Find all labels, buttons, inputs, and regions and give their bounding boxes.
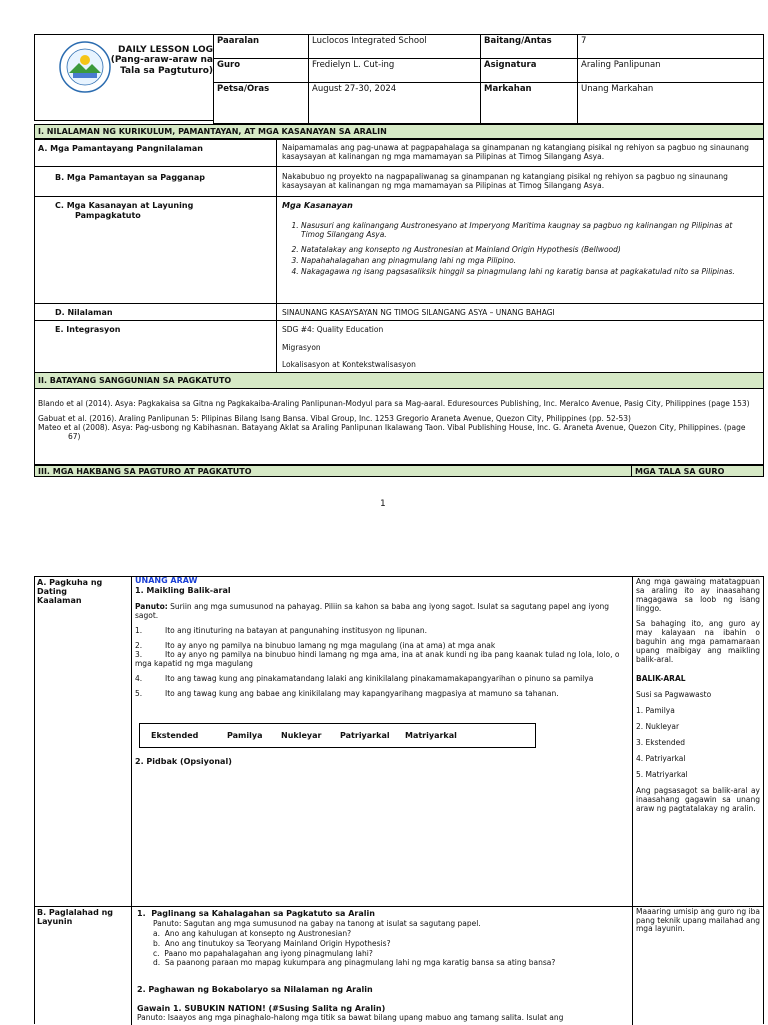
lesson-row-a: A. Pagkuha ng Dating Kaalaman UNANG ARAW 1. Maikling Balik-aral Panuto: Suriin ang mga sumusunod na pahayag. Piliin sa kahon sa baba ang iyong sagot. Isulat sa sagutang papel ang iyong sagot. 1. Ito ang itinuturing na batayan at pangunahing institusyon ng lipunan. 2. Ito ay anyo ng pamilya na binubuo lamang ng mga magulang (ina at ama) at mga anak 3. Ito ay anyo ng pamilya na binubuo hindi lamang ng mga ama, ina at anak kundi ng iba pang kaanak tulad ng lola, lolo, o mga kapatid ng mga magulang 4. Ito ang tawag kung ang pinakamatandang lalaki ang kinikilalang pinakamamakapangyarihan o pinuno sa pamilya 5. Ito ang tawag kung ang babae ang kinikilalang may kapangyarihang magpasiya at mamuno sa tahanan. Ekstended Pamilya Nukleyar Patriyarkal Matriyarkal 2. Pidbak (Opsiyonal) Ang mga gawaing matatagpuan sa araling ito ay inaasahang magagawa sa loob ng isang linggo. Sa bahaging ito, ang guro ay may kalayaan na ibahin o baguhin ang mga pamamaraan upang maibigay ang maikling balik-aral. BALIK-ARAL Susi sa Pagwawasto 1. Pamilya 2. Nukleyar 3. Ekstended 4. Patriyarkal 5. Matriyarkal Ang pagsasagot sa balik-aral ay inaasahang gagawin sa unang araw ng pagtatalakay ng aralin.: [34, 576, 764, 907]
row-b: [34, 166, 764, 197]
row-d-text: SINAUNANG KASAYSAYAN NG TIMOG SILANGANG ASYA – UNANG BAHAGI: [282, 308, 555, 317]
value-guro: Fredielyn L. Cut-ing: [309, 59, 481, 83]
question-item: Ito ang itinuturing na batayan at pangunahing institusyon ng lipunan.: [165, 626, 428, 635]
label-baitang: Baitang/Antas: [481, 35, 578, 59]
row-e-label: E. Integrasyon: [55, 325, 121, 334]
reference-item: Gabuat et al. (2016). Araling Panlipunan 5: Pilipinas Bilang Isang Bansa. Vibal Group, Inc. 1253 Gregorio Araneta Avenue, Quezon City, Philippines (pp. 52-53): [38, 414, 631, 423]
note-text: Ang mga gawaing matatagpuan sa araling ito ay inaasahang magagawa sa loob ng isang linggo.: [636, 577, 760, 613]
header-info-table: [213, 34, 764, 124]
lesson-row-b: B. Paglalahad ng Layunin 1. Paglinang sa Kahalagahan sa Pagkatuto sa Aralin Panuto: Sagutan ang mga sumusunod na gabay na tanong at isulat sa sagutang papel. a. Ano ang kahulugan at konsepto ng Austronesian? b. Ano ang tinutukoy sa Teoryang Mainland Origin Hypothesis? c. Paano mo papahalagahan ang iyong pinagmulang lahi? d. Sa paanong paraan mo mapag kukumpara ang pinagmulang lahi ng mga karatig bansa sa ating bansa? 2. Paghawan ng Bokabolaryo sa Nilalaman ng Aralin Gawain 1. SUBUKIN NATION! (#Susing Salita ng Aralin) Panuto: Isaayos ang mga pinaghalo-halong mga titik sa bawat bilang upang mabuo ang tamang salita. Isulat ang Maaaring umisip ang guro ng iba pang teknik upang mailahad ang mga layunin.: [34, 906, 764, 1024]
row-a2-label-line2: Dating: [37, 587, 68, 597]
row-a2-label-line1: A. Pagkuha ng: [37, 578, 103, 587]
row-c-label-line1: C. Mga Kasanayan at Layuning: [55, 201, 194, 210]
value-markahan: Unang Markahan: [578, 83, 764, 124]
label-petsa: Petsa/Oras: [214, 83, 309, 124]
kasanayan-item: 3. Napahahalagahan ang pinagmulang lahi ng mga Pilipino.: [301, 256, 757, 265]
answer-item: Nukleyar: [645, 722, 680, 731]
integrasyon-item: Lokalisasyon at Kontekstwalisasyon: [282, 360, 416, 369]
pidbak-title: 2. Pidbak (Opsiyonal): [135, 757, 232, 766]
value-baitang: 7: [578, 35, 764, 59]
row-a: [34, 139, 764, 167]
row-a2-label-line3: Kaalaman: [37, 596, 82, 606]
choice-item: Ekstended: [151, 731, 199, 740]
row-c: [34, 196, 764, 304]
note-text: Maaaring umisip ang guro ng iba pang teknik upang mailahad ang mga layunin.: [636, 907, 760, 934]
answer-item: Ekstended: [645, 738, 685, 747]
b1-panuto: Panuto: Sagutan ang mga sumusunod na gabay na tanong at isulat sa sagutang papel.: [153, 919, 481, 928]
integrasyon-item: Migrasyon: [282, 343, 321, 352]
row-c-label-line2: Pampagkatuto: [75, 210, 141, 220]
panuto-label: Panuto:: [135, 602, 168, 611]
kasanayan-item: 1. Nasusuri ang kalinangang Austronesyano at Imperyong Maritima kaugnay sa pagbuo ng kalinangan ng Pilipinas at Timog Silangang Asya.: [301, 221, 757, 239]
row-d-label: D. Nilalaman: [55, 308, 113, 317]
row-b2-label-line1: B. Paglalahad ng: [37, 908, 114, 917]
b2-title: 2. Paghawan ng Bokabolaryo sa Nilalaman ng Aralin: [137, 985, 373, 994]
question-item: Ito ang tawag kung ang pinakamatandang lalaki ang kinikilalang pinakamamakapangyarihan o pinuno sa pamilya: [165, 674, 594, 683]
b1-title: Paglinang sa Kahalagahan sa Pagkatuto sa Aralin: [151, 909, 375, 918]
label-guro: Guro: [214, 59, 309, 83]
unang-araw: UNANG ARAW: [135, 576, 198, 585]
gawain-panuto: Panuto: Isaayos ang mga pinaghalo-halong mga titik sa bawat bilang upang mabuo ang tamang salita. Isulat ang: [137, 1013, 564, 1022]
note-text: Sa bahaging ito, ang guro ay may kalayaan na ibahin o baguhin ang mga pamamaraan upang maibigay ang maikling balik-aral.: [636, 619, 760, 664]
row-b-text: Nakabubuo ng proyekto na nagpapaliwanag sa ginampanan ng katangiang pisikal ng rehiyon sa pagbuo ng sinaunang kasaysayan at kalinangan ng mga mamamayan sa Pilipinas at Timog Silangang Asya.: [282, 172, 728, 190]
row-b-label: B. Mga Pamantayan sa Pagganap: [55, 173, 206, 182]
page-number: 1: [380, 499, 386, 509]
b1-item: Paano mo papahalagahan ang iyong pinagmulang lahi?: [164, 948, 373, 958]
notes-heading: MGA TALA SA GURO: [635, 467, 725, 476]
title-line1: DAILY LESSON LOG: [118, 45, 213, 55]
question-item: Ito ay anyo ng pamilya na binubuo lamang ng mga magulang (ina at ama) at mga anak: [165, 641, 496, 650]
answer-item: Matriyarkal: [645, 770, 688, 779]
b1-item: Ano ang tinutukoy sa Teoryang Mainland Origin Hypothesis?: [164, 938, 391, 948]
reference-item: Blando et al (2014). Asya: Pagkakaisa sa Gitna ng Pagkakaiba-Araling Panlipunan-Modyul para sa Mag-aaral. Eduresources Publishing, Inc. Meralco Avenue, Pasig City, Philippines (page 153): [38, 399, 750, 408]
question-item: Ito ay anyo ng pamilya na binubuo hindi lamang ng mga ama, ina at anak kundi ng iba pang kaanak tulad ng lola, lolo, o mga kapatid ng mga magulang: [135, 650, 620, 668]
kasanayan-title: Mga Kasanayan: [282, 201, 353, 210]
row-e: [34, 320, 764, 373]
reference-item: Mateo et al (2008). Asya: Pag-usbong ng Kabihasnan. Batayang Aklat sa Araling Panlipunan Ikalawang Taon. Vibal Publishing House, Inc. G. Araneta Avenue, Quezon City, Philippines. (page 67): [38, 423, 746, 441]
answer-item: Pamilya: [645, 706, 675, 715]
question-item: Ito ang tawag kung ang babae ang kinikilalang may kapangyarihang magpasiya at mamuno sa tahanan.: [165, 689, 559, 698]
label-paaralan: Paaralan: [214, 35, 309, 59]
question-list: 1. Ito ang itinuturing na batayan at pangunahing institusyon ng lipunan. 2. Ito ay anyo ng pamilya na binubuo lamang ng mga magulang (ina at ama) at mga anak 3. Ito ay anyo ng pamilya na binubuo hindi lamang ng mga ama, ina at anak kundi ng iba pang kaanak tulad ng lola, lolo, o mga kapatid ng mga magulang 4. Ito ang tawag kung ang pinakamatandang lalaki ang kinikilalang pinakamamakapangyarihan o pinuno sa pamilya 5. Ito ang tawag kung ang babae ang kinikilalang may kapangyarihang magpasiya at mamuno sa tahanan.: [135, 626, 620, 698]
kasanayan-item: 2. Natatalakay ang konsepto ng Austronesian at Mainland Origin Hypothesis (Bellwood): [301, 245, 757, 254]
kasanayan-item: 4. Nakagagawa ng isang pagsasaliksik hinggil sa pinagmulang lahi ng karatig bansa at pagkakatulad nito sa Pilipinas.: [301, 267, 757, 276]
row-a-label: A. Mga Pamantayang Pangnilalaman: [38, 144, 203, 153]
row-d: [34, 303, 764, 321]
kasanayan-list: [287, 221, 757, 282]
integrasyon-item: SDG #4: Quality Education: [282, 325, 384, 334]
value-paaralan: Luclocos Integrated School: [309, 35, 481, 59]
section3-heading: III. MGA HAKBANG SA PAGTURO AT PAGKATUTO MGA TALA SA GURO: [34, 465, 764, 477]
choices-box: [139, 723, 536, 748]
row-a-text: Naipamamalas ang pag-unawa at pagpapahalaga sa ginampanan ng katangiang pisikal ng rehiyon sa pagbuo ng sinaunang kasaysayan at kalinangan ng mga mamamayan sa Pilipinas at Timog Silangang Asya.: [282, 143, 749, 161]
label-markahan: Markahan: [481, 83, 578, 124]
references-box: [34, 388, 764, 465]
panuto-text: Suriin ang mga sumusunod na pahayag. Piliin sa kahon sa baba ang iyong sagot. Isulat sa sagutang papel ang iyong sagot.: [135, 602, 610, 620]
section1-heading: I. NILALAMAN NG KURIKULUM, PAMANTAYAN, AT MGA KASANAYAN SA ARALIN: [34, 124, 764, 139]
note-text: Ang pagsasagot sa balik-aral ay inaasahang gagawin sa unang araw ng pagtatalakay ng aralin.: [636, 786, 760, 813]
section2-heading: II. BATAYANG SANGGUNIAN SA PAGKATUTO: [34, 372, 764, 389]
choice-item: Patriyarkal: [340, 731, 390, 740]
susi-title: Susi sa Pagwawasto: [636, 690, 712, 699]
gawain-title: Gawain 1. SUBUKIN NATION! (#Susing Salita ng Aralin): [137, 1004, 386, 1013]
title-line2: (Pang-araw-araw na: [110, 55, 213, 66]
title-line3: Tala sa Pagtuturo): [120, 65, 213, 76]
b1-item: Ano ang kahulugan at konsepto ng Austronesian?: [164, 929, 352, 938]
choice-item: Pamilya: [227, 731, 263, 740]
choice-item: Nukleyar: [281, 731, 322, 740]
value-asignatura: Araling Panlipunan: [578, 59, 764, 83]
label-asignatura: Asignatura: [481, 59, 578, 83]
b1-item: Sa paanong paraan mo mapag kukumpara ang pinagmulang lahi ng mga karatig bansa sa ating bansa?: [164, 958, 556, 968]
value-petsa: August 27-30, 2024: [309, 83, 481, 124]
header-logo-box: [34, 34, 214, 121]
maikling-balik-aral: 1. Maikling Balik-aral: [135, 586, 231, 595]
row-b2-label-line2: Layunin: [37, 917, 73, 927]
b1-list: a. Ano ang kahulugan at konsepto ng Austronesian? b. Ano ang tinutukoy sa Teoryang Mainland Origin Hypothesis? c. Paano mo papahalagahan ang iyong pinagmulang lahi? d. Sa paanong paraan mo mapag kukumpara ang pinagmulang lahi ng mga karatig bansa sa ating bansa?: [153, 929, 556, 968]
answer-item: Patriyarkal: [645, 754, 686, 763]
choice-item: Matriyarkal: [405, 731, 457, 740]
balik-aral-title: BALIK-ARAL: [636, 674, 686, 683]
